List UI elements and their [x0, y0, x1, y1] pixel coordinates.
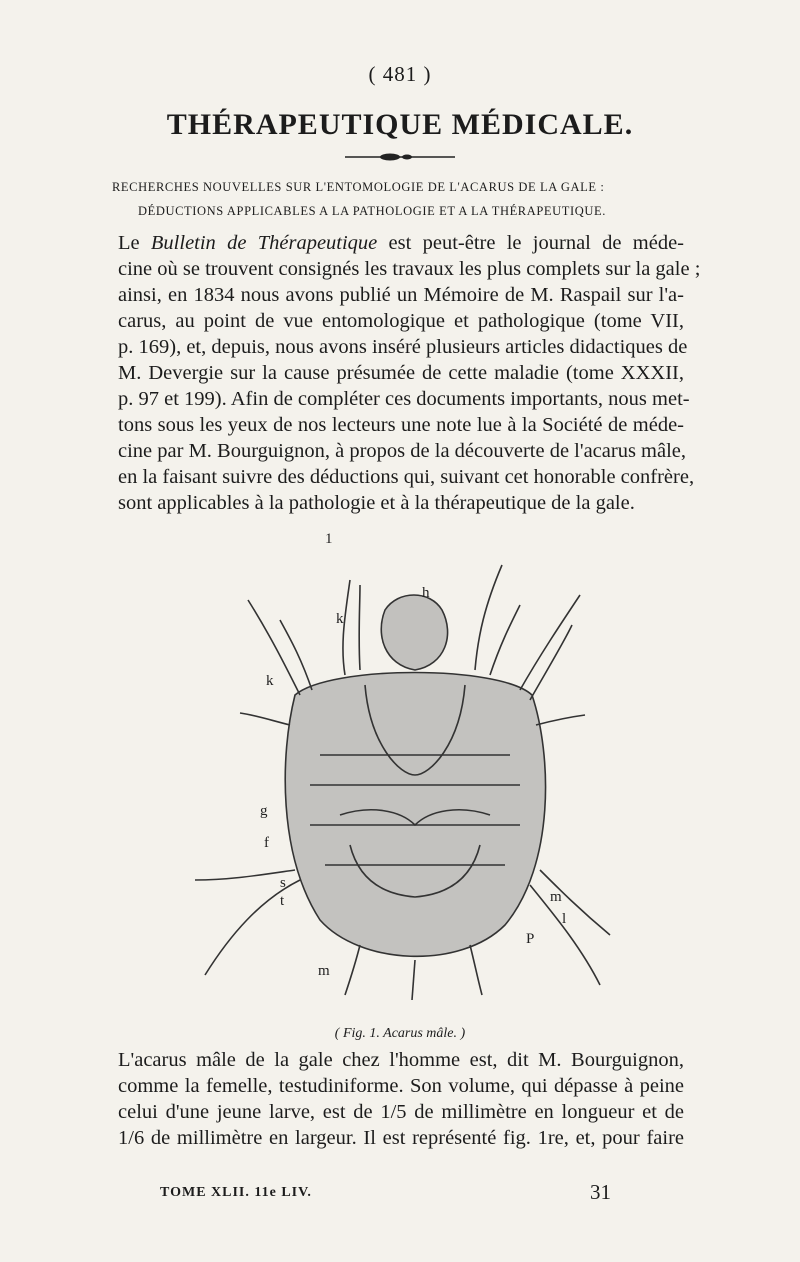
paragraph-line: p. 97 et 199). Afin de compléter ces documents importants, nous met- [118, 388, 690, 410]
paragraph-line: cine par M. Bourguignon, à propos de la découverte de l'acarus mâle, [118, 440, 687, 462]
section-title: THÉRAPEUTIQUE MÉDICALE. [166, 108, 634, 141]
article-subtitle-line2: DÉDUCTIONS APPLICABLES A LA PATHOLOGIE ET A LA THÉRAPEUTIQUE. [138, 204, 606, 218]
paragraph-line: en la faisant suivre des déductions qui, suivant cet honorable confrère, [118, 466, 695, 488]
figure-label: f [264, 835, 269, 851]
figure-label: k [336, 611, 344, 627]
figure-label: l [562, 911, 567, 927]
figure-label: h [422, 585, 430, 601]
journal-title-italic: Bulletin de Thérapeutique [150, 232, 378, 254]
paragraph-line: cine où se trouvent consignés les travaux les plus complets sur la gale ; [118, 258, 701, 280]
ornament-rule [345, 152, 455, 162]
figure-label: s [280, 875, 286, 891]
figure-label: k [266, 673, 274, 689]
paragraph-line: celui d'une jeune larve, est de 1/5 de millimètre en longueur et de [118, 1101, 684, 1123]
article-subtitle-line1: RECHERCHES NOUVELLES SUR L'ENTOMOLOGIE DE L'ACARUS DE LA GALE : [112, 180, 605, 194]
figure-label: 1 [325, 531, 333, 547]
signature-mark: 31 [590, 1180, 611, 1204]
paragraph-line: L'acarus mâle de la gale chez l'homme est, dit M. Bourguignon, [118, 1049, 684, 1071]
figure-label: g [260, 803, 268, 819]
text-run: est peut-être le journal de méde- [377, 232, 684, 254]
paragraph-line: sont applicables à la pathologie et à la thérapeutique de la gale. [118, 492, 635, 514]
figure-label: m [318, 963, 330, 979]
acarus-male-illustration [160, 525, 660, 1015]
text-run: Le [118, 232, 151, 254]
page-number: ( 481 ) [368, 62, 432, 86]
figure-label: P [526, 931, 535, 947]
paragraph-line [118, 230, 684, 256]
paragraph-line: ainsi, en 1834 nous avons publié un Mémoire de M. Raspail sur l'a- [118, 284, 684, 306]
paragraph-line: M. Devergie sur la cause présumée de cette maladie (tome XXXII, [118, 362, 684, 384]
figure-label: t [280, 893, 285, 909]
paragraph-line: tons sous les yeux de nos lecteurs une note lue à la Société de méde- [118, 414, 684, 436]
figure-label: m [550, 889, 562, 905]
paragraph-line: p. 169), et, depuis, nous avons inséré plusieurs articles didactiques de [118, 336, 688, 358]
figure-caption: ( Fig. 1. Acarus mâle. ) [334, 1026, 466, 1041]
volume-footer: TOME XLII. 11e LIV. [160, 1185, 312, 1200]
paragraph-line: comme la femelle, testudiniforme. Son volume, qui dépasse à peine [118, 1075, 684, 1097]
paragraph-line: carus, au point de vue entomologique et pathologique (tome VII, [118, 310, 684, 332]
paragraph-line: 1/6 de millimètre en largeur. Il est représenté fig. 1re, et, pour faire [118, 1127, 684, 1149]
